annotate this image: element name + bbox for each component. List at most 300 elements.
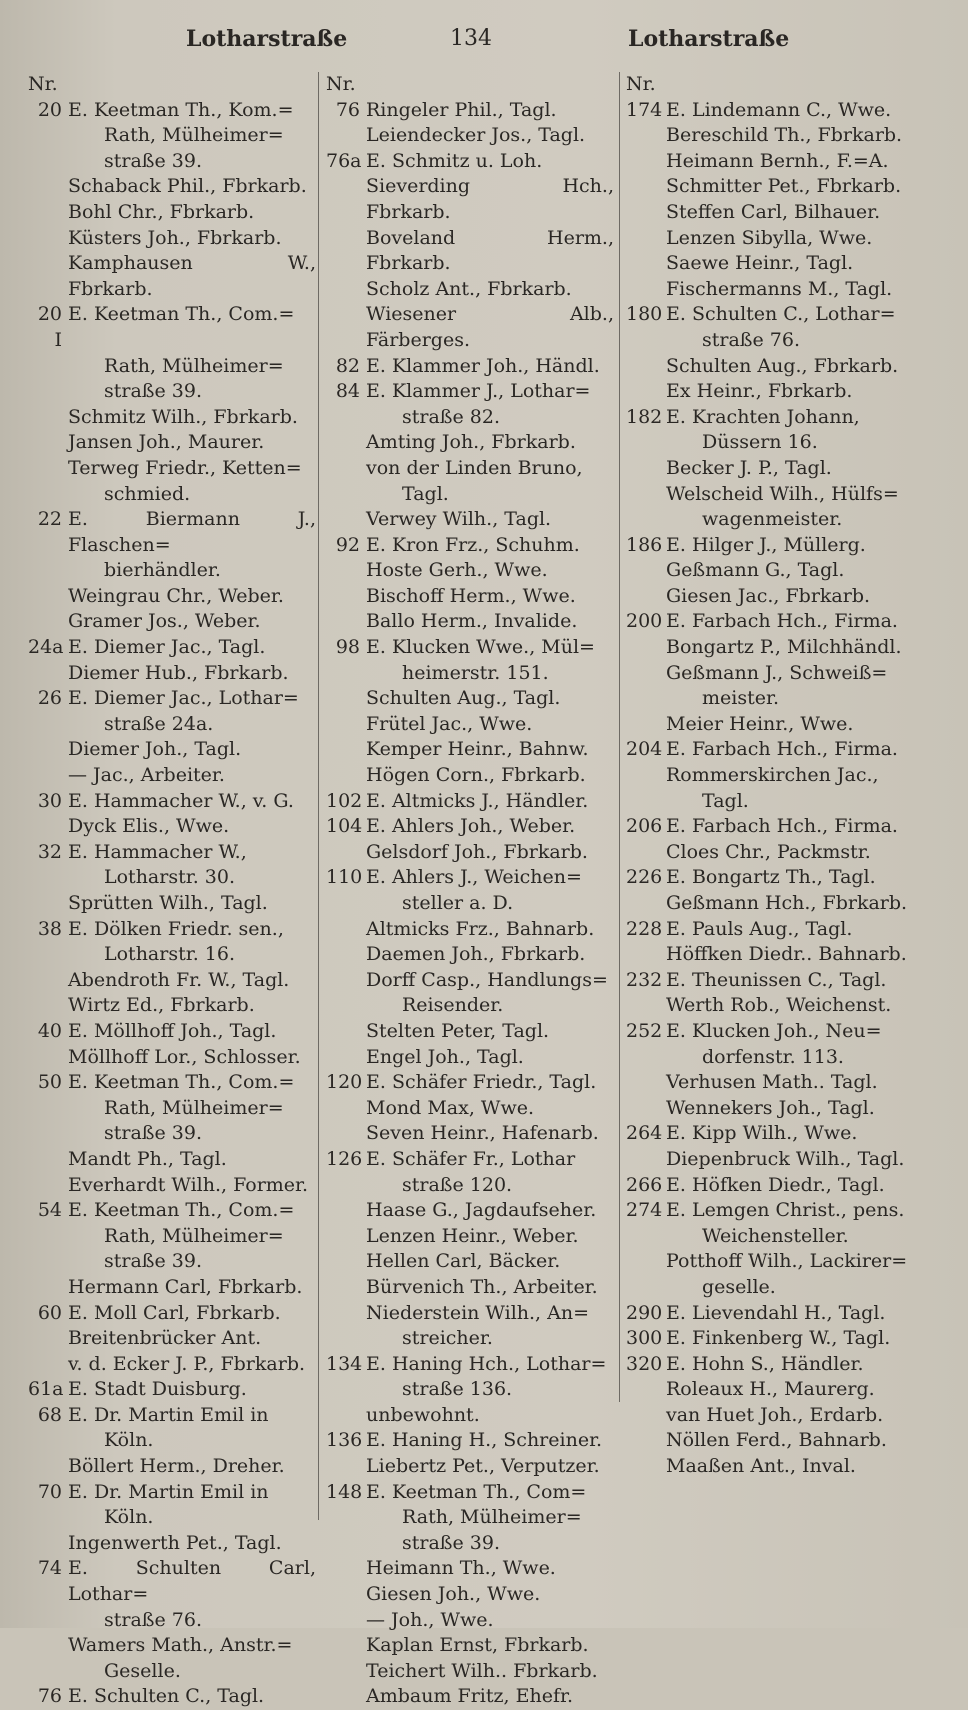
entry-text: E. Keetman Th., Kom.= [68, 98, 294, 121]
column-2 [326, 72, 614, 1708]
list-item [326, 1403, 614, 1429]
house-number [28, 1147, 68, 1173]
house-number: 266 [626, 1173, 663, 1196]
list-item [326, 1377, 614, 1403]
list-item [626, 686, 916, 712]
list-item [326, 737, 614, 763]
house-number [626, 712, 666, 738]
house-number: 84 [335, 380, 360, 403]
list-item [326, 1275, 614, 1301]
list-item [28, 865, 316, 891]
entry-text: Hermann Carl, Fbrkarb. [68, 1275, 303, 1298]
house-number [626, 277, 666, 303]
entry-text: Ingenwerth Pet., Tagl. [68, 1531, 282, 1554]
list-item [326, 1428, 614, 1454]
house-number [326, 737, 366, 763]
list-item [626, 200, 916, 226]
entry-text: Jansen Joh., Maurer. [68, 431, 265, 454]
column-1 [28, 72, 316, 1708]
entry-text: Terweg Friedr., Ketten= [68, 456, 302, 479]
list-item [326, 456, 614, 482]
house-number [326, 1198, 366, 1224]
entry-text: Lenzen Sibylla, Wwe. [666, 226, 873, 249]
list-item [28, 200, 316, 226]
house-number [626, 763, 666, 789]
entry-text: E. Pauls Aug., Tagl. [666, 917, 853, 940]
house-number: 50 [37, 1071, 62, 1094]
list-item [326, 1301, 614, 1327]
house-number [326, 1608, 366, 1634]
list-item [326, 1249, 614, 1275]
list-item [626, 1096, 916, 1122]
house-number [326, 174, 366, 225]
entry-text: Bongartz P., Milchhändl. [666, 636, 902, 659]
entry-text: E. Altmicks J., Händler. [366, 789, 589, 812]
entry-text: E. Farbach Hch., Firma. [666, 738, 898, 761]
list-item [326, 1582, 614, 1608]
house-number [626, 507, 666, 533]
list-item [626, 430, 916, 456]
list-item [28, 1147, 316, 1173]
list-item [326, 840, 614, 866]
entry-text: E. Biermann J., Flaschen= [68, 508, 316, 556]
list-item [28, 226, 316, 252]
list-item [326, 1173, 614, 1199]
entry-text: Köln. [104, 1429, 154, 1452]
list-item [626, 635, 916, 661]
entry-text: straße 39. [104, 1122, 202, 1145]
list-item [28, 686, 316, 712]
house-number: 32 [37, 840, 62, 863]
house-number [326, 226, 366, 277]
list-item [28, 123, 316, 149]
list-item [28, 1454, 316, 1480]
house-number [28, 200, 68, 226]
entry-text: E. Krachten Johann, [666, 405, 860, 428]
house-number [28, 1045, 68, 1071]
house-number [326, 1582, 366, 1608]
entry-text: E. Haning Hch., Lothar= [366, 1352, 607, 1375]
house-number [326, 686, 366, 712]
list-item [28, 1608, 316, 1634]
entry-text: — Jac., Arbeiter. [68, 764, 225, 787]
entry-text: Geselle. [104, 1659, 181, 1682]
entry-text: Möllhoff Lor., Schlosser. [68, 1045, 301, 1068]
entry-text: Düssern 16. [702, 431, 818, 454]
entry-text: straße 24a. [104, 712, 214, 735]
house-number: 60 [37, 1301, 62, 1324]
list-item [28, 814, 316, 840]
entry-text: Leiendecker Jos., Tagl. [366, 124, 586, 147]
house-number [626, 482, 666, 508]
list-item [28, 1659, 316, 1685]
house-number [28, 1454, 68, 1480]
list-item [326, 993, 614, 1019]
entry-text: von der Linden Bruno, [366, 456, 583, 479]
list-item [326, 174, 614, 225]
house-number [28, 1428, 68, 1454]
list-item [326, 277, 614, 303]
house-number [626, 840, 666, 866]
entry-text: E. Lievendahl H., Tagl. [666, 1301, 886, 1324]
entry-text: E. Ahlers J., Weichen= [366, 866, 582, 889]
entry-text: dorfenstr. 113. [702, 1045, 844, 1068]
house-number [28, 1326, 68, 1352]
entry-text: Lotharstr. 30. [104, 866, 236, 889]
entry-text: E. Schulten C., Lothar= [666, 303, 896, 326]
house-number [28, 226, 68, 252]
house-number [28, 1659, 68, 1685]
house-number [326, 1633, 366, 1659]
house-number: 136 [326, 1429, 363, 1452]
house-number [326, 1249, 366, 1275]
house-number [626, 1045, 666, 1071]
entry-text: Abendroth Fr. W., Tagl. [68, 968, 290, 991]
house-number [626, 328, 666, 354]
house-number [28, 1096, 68, 1122]
list-item [28, 1249, 316, 1275]
list-item [326, 584, 614, 610]
list-item [326, 891, 614, 917]
list-item [28, 1301, 316, 1327]
column-divider [318, 72, 319, 1520]
list-item [28, 456, 316, 482]
house-number [626, 430, 666, 456]
list-item [626, 1070, 916, 1096]
house-number [326, 1173, 366, 1199]
house-number: 26 [37, 687, 62, 710]
entry-text: E. Diemer Jac., Tagl. [68, 636, 266, 659]
house-number [28, 891, 68, 917]
list-item [326, 1147, 614, 1173]
entry-text: Rath, Mülheimer= [104, 1096, 284, 1119]
house-number: 226 [626, 866, 663, 889]
house-number: 104 [326, 815, 363, 838]
list-item [326, 1556, 614, 1582]
entry-text: E. Klammer J., Lothar= [366, 380, 591, 403]
house-number: 102 [326, 789, 363, 812]
entry-text: Gramer Jos., Weber. [68, 610, 261, 633]
list-item [326, 609, 614, 635]
entry-text: van Huet Joh., Erdarb. [666, 1403, 884, 1426]
house-number [28, 1121, 68, 1147]
entry-text: Geßmann G., Tagl. [666, 559, 845, 582]
house-number [626, 251, 666, 277]
entry-text: Everhardt Wilh., Former. [68, 1173, 309, 1196]
entry-text: wagenmeister. [702, 508, 843, 531]
house-number [626, 1224, 666, 1250]
entry-text: Werth Rob., Weichenst. [666, 994, 892, 1017]
entry-text: E. Bongartz Th., Tagl. [666, 866, 876, 889]
house-number [626, 891, 666, 917]
list-item [28, 712, 316, 738]
list-item [626, 1275, 916, 1301]
list-item [626, 840, 916, 866]
list-item [626, 302, 916, 328]
house-number [28, 737, 68, 763]
list-item [626, 482, 916, 508]
entry-text: E. Keetman Th., Com.= [68, 1199, 295, 1222]
list-item [326, 533, 614, 559]
list-item [28, 302, 316, 353]
entry-text: Dorff Casp., Handlungs= [366, 968, 608, 991]
entry-text: Sieverding Hch., Fbrkarb. [366, 175, 614, 223]
house-number [326, 1684, 366, 1710]
entry-text: Maaßen Ant., Inval. [666, 1455, 856, 1478]
house-number [28, 609, 68, 635]
house-number [326, 277, 366, 303]
column-3 [626, 72, 916, 1588]
list-item [626, 993, 916, 1019]
list-item [626, 251, 916, 277]
entry-text: Potthoff Wilh., Lackirer= [666, 1250, 908, 1273]
house-number [326, 1326, 366, 1352]
entry-text: E. Keetman Th., Com.= [68, 1071, 295, 1094]
list-item [28, 251, 316, 302]
house-number [28, 763, 68, 789]
entry-text: E. Dr. Martin Emil in [68, 1480, 269, 1503]
list-item [326, 865, 614, 891]
house-number: 24a [28, 636, 64, 659]
list-item [28, 609, 316, 635]
entry-text: Schmitz Wilh., Fbrkarb. [68, 405, 298, 428]
entry-text: schmied. [104, 482, 191, 505]
entry-text: Welscheid Wilh., Hülfs= [666, 482, 899, 505]
nr-label: Nr. [326, 73, 356, 95]
list-item [626, 277, 916, 303]
list-item [28, 149, 316, 175]
header-left-title: Lotharstraße [186, 26, 348, 52]
house-number [28, 1531, 68, 1557]
entry-text: E. Hammacher W., v. G. [68, 789, 294, 812]
list-item [28, 1198, 316, 1224]
list-item [626, 1121, 916, 1147]
entry-text: Diepenbruck Wilh., Tagl. [666, 1147, 905, 1170]
entry-text: geselle. [702, 1275, 776, 1298]
house-number [326, 1045, 366, 1071]
house-number [28, 1224, 68, 1250]
list-item [326, 149, 614, 175]
house-number: 206 [626, 815, 663, 838]
entry-text: Reisender. [402, 994, 504, 1017]
list-item [326, 661, 614, 687]
entry-text: Roleaux H., Maurerg. [666, 1378, 875, 1401]
header-right-title: Lotharstraße [628, 26, 790, 52]
house-number [326, 430, 366, 456]
house-number [28, 661, 68, 687]
house-number [28, 1608, 68, 1634]
entry-text: Rath, Mülheimer= [402, 1506, 582, 1529]
house-number [326, 1531, 366, 1557]
house-number [28, 149, 68, 175]
house-number [326, 609, 366, 635]
entry-text: straße 39. [104, 380, 202, 403]
house-number: 182 [626, 405, 663, 428]
house-number: 98 [335, 636, 360, 659]
entry-text: Breitenbrücker Ant. [68, 1327, 262, 1350]
house-number [626, 149, 666, 175]
house-number [326, 507, 366, 533]
entry-text: E. Moll Carl, Fbrkarb. [68, 1301, 281, 1324]
entry-text: Schaback Phil., Fbrkarb. [68, 175, 307, 198]
list-item [626, 789, 916, 815]
entry-text: Bürvenich Th., Arbeiter. [366, 1275, 598, 1298]
house-number: 68 [37, 1403, 62, 1426]
list-item [326, 430, 614, 456]
list-item [28, 430, 316, 456]
list-item [28, 968, 316, 994]
entry-text: Amting Joh., Fbrkarb. [366, 431, 576, 454]
list-item [626, 507, 916, 533]
entry-text: Wiesener Alb., Färberges. [366, 303, 614, 351]
entry-text: E. Haning H., Schreiner. [366, 1429, 603, 1452]
list-item [28, 1684, 316, 1710]
house-number [626, 584, 666, 610]
entry-text: E. Klucken Joh., Neu= [666, 1019, 882, 1042]
list-item [28, 1633, 316, 1659]
list-item [626, 661, 916, 687]
house-number: 186 [626, 533, 663, 556]
list-item [626, 174, 916, 200]
list-item [28, 1045, 316, 1071]
entry-text: E. Theunissen C., Tagl. [666, 968, 887, 991]
house-number: 290 [626, 1301, 663, 1324]
list-item [28, 379, 316, 405]
house-number: 228 [626, 917, 663, 940]
house-number [326, 584, 366, 610]
house-number [326, 1224, 366, 1250]
house-number: 200 [626, 610, 663, 633]
entry-text: E. Hammacher W., [68, 840, 247, 863]
entry-text: Wirtz Ed., Fbrkarb. [68, 994, 255, 1017]
house-number: 232 [626, 968, 663, 991]
entry-text: Kamphausen W., Fbrkarb. [68, 252, 316, 300]
house-number [626, 686, 666, 712]
list-item [626, 737, 916, 763]
entry-text: — Joh., Wwe. [366, 1608, 494, 1631]
entry-text: straße 76. [104, 1608, 202, 1631]
entry-text: Hoste Gerh., Wwe. [366, 559, 548, 582]
entry-text: straße 39. [402, 1531, 500, 1554]
entry-text: E. Farbach Hch., Firma. [666, 610, 898, 633]
entry-text: Höffken Diedr.. Bahnarb. [666, 943, 907, 966]
entry-text: Bereschild Th., Fbrkarb. [666, 124, 903, 147]
entry-text: Küsters Joh., Fbrkarb. [68, 226, 282, 249]
list-item [626, 558, 916, 584]
entry-text: Bohl Chr., Fbrkarb. [68, 200, 255, 223]
entry-text: Lotharstr. 16. [104, 943, 236, 966]
entry-text: E. Lemgen Christ., pens. [666, 1199, 905, 1222]
list-item [326, 1633, 614, 1659]
list-item [326, 1326, 614, 1352]
list-item [626, 1377, 916, 1403]
list-item [28, 1096, 316, 1122]
entry-text: Kaplan Ernst, Fbrkarb. [366, 1634, 589, 1657]
list-item [326, 686, 614, 712]
house-number [626, 123, 666, 149]
entry-text: Tagl. [402, 482, 449, 505]
list-item [626, 405, 916, 431]
list-item [28, 507, 316, 558]
list-item [326, 763, 614, 789]
list-item [326, 354, 614, 380]
entry-text: streicher. [402, 1327, 493, 1350]
house-number [326, 1659, 366, 1685]
house-number [626, 1377, 666, 1403]
house-number [626, 200, 666, 226]
house-number [326, 661, 366, 687]
entry-text: Altmicks Frz., Bahnarb. [366, 917, 595, 940]
entry-text: E. Schulten Carl, Lothar= [68, 1557, 316, 1606]
house-number [28, 1505, 68, 1531]
house-number: 30 [37, 789, 62, 812]
list-item [28, 1070, 316, 1096]
house-number: 20 [37, 98, 62, 121]
house-number: 70 [37, 1480, 62, 1503]
house-number [626, 174, 666, 200]
house-number: 274 [626, 1199, 663, 1222]
house-number [28, 584, 68, 610]
house-number [326, 405, 366, 431]
list-item [626, 123, 916, 149]
house-number: 320 [626, 1352, 663, 1375]
list-item [28, 891, 316, 917]
list-item [326, 942, 614, 968]
house-number [326, 123, 366, 149]
list-item [626, 1352, 916, 1378]
list-item [626, 1301, 916, 1327]
list-item [626, 1198, 916, 1224]
house-number [626, 1096, 666, 1122]
house-number [326, 1505, 366, 1531]
house-number: 204 [626, 738, 663, 761]
entry-text: E. Diemer Jac., Lothar= [68, 687, 299, 710]
list-item [626, 328, 916, 354]
entry-text: Nöllen Ferd., Bahnarb. [666, 1429, 887, 1452]
nr-label: Nr. [28, 73, 58, 95]
entry-text: Boveland Herm., Fbrkarb. [366, 226, 614, 275]
list-item [626, 533, 916, 559]
house-number [326, 1301, 366, 1327]
house-number [626, 456, 666, 482]
house-number: 92 [335, 533, 360, 556]
list-item [28, 98, 316, 124]
entry-text: E. Klammer Joh., Händl. [366, 354, 600, 377]
list-item [626, 1147, 916, 1173]
house-number [28, 482, 68, 508]
house-number: 82 [335, 354, 360, 377]
list-item [626, 712, 916, 738]
house-number [626, 1454, 666, 1480]
house-number [326, 302, 366, 353]
list-item [28, 1173, 316, 1199]
entry-text: Geßmann Hch., Fbrkarb. [666, 892, 908, 914]
list-item [626, 917, 916, 943]
entry-text: Köln. [104, 1506, 154, 1529]
house-number: 20 I [37, 303, 62, 351]
entry-text: Ambaum Fritz, Ehefr. [366, 1685, 574, 1708]
house-number: 120 [326, 1071, 363, 1094]
house-number [626, 379, 666, 405]
list-item [326, 1096, 614, 1122]
list-item [326, 1045, 614, 1071]
list-item [626, 149, 916, 175]
entry-text: Fischermanns M., Tagl. [666, 277, 893, 300]
house-number [626, 1147, 666, 1173]
list-item [626, 379, 916, 405]
entry-text: Weingrau Chr., Weber. [68, 584, 284, 607]
house-number [626, 354, 666, 380]
